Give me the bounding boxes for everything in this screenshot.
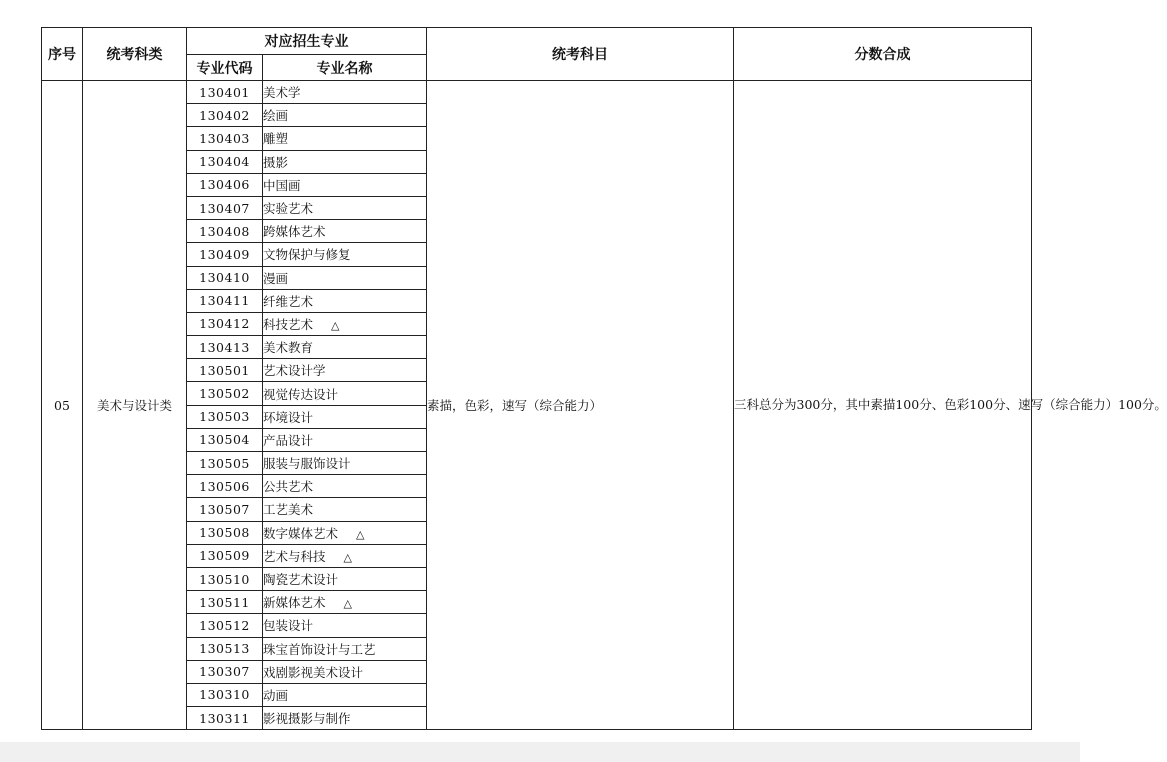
major-name-cell xyxy=(263,173,427,196)
score-cell xyxy=(734,81,1167,730)
major-code-cell: 130501 xyxy=(187,359,263,382)
major-code-cell: 130504 xyxy=(187,428,263,451)
category-cell: 美术与设计类 xyxy=(83,81,187,730)
major-name-cell xyxy=(263,127,427,150)
major-code-cell: 130412 xyxy=(187,312,263,335)
major-name-text: 陶瓷艺术设计 xyxy=(263,572,339,588)
major-code-cell: 130403 xyxy=(187,127,263,150)
major-code-cell: 130503 xyxy=(187,405,263,428)
major-name-cell xyxy=(263,591,427,614)
major-name-text: 艺术与科技 xyxy=(263,548,326,564)
major-name-cell xyxy=(263,614,427,637)
major-code-cell: 130511 xyxy=(187,591,263,614)
major-name-text: 数字媒体艺术 xyxy=(263,525,339,541)
major-name-cell xyxy=(263,405,427,428)
major-name-text: 影视摄影与制作 xyxy=(263,711,351,727)
subjects-cell: 素描，色彩，速写（综合能力） xyxy=(427,81,734,730)
major-name-cell xyxy=(263,683,427,706)
major-name-cell xyxy=(263,660,427,683)
major-name-cell xyxy=(263,707,427,730)
major-name-cell xyxy=(263,289,427,312)
major-code-cell: 130401 xyxy=(187,81,263,104)
major-code-cell: 130510 xyxy=(187,567,263,590)
major-name-cell xyxy=(263,382,427,405)
major-name-cell xyxy=(263,220,427,243)
major-name-text: 珠宝首饰设计与工艺 xyxy=(263,641,376,657)
major-name-cell xyxy=(263,336,427,359)
major-name-text: 服装与服饰设计 xyxy=(263,456,351,472)
major-name-text: 环境设计 xyxy=(263,409,314,425)
seq-cell: 05 xyxy=(42,81,83,730)
major-name-text: 实验艺术 xyxy=(263,201,314,217)
major-name-text: 戏剧影视美术设计 xyxy=(263,664,364,680)
major-code-cell: 130413 xyxy=(187,336,263,359)
header-major-group: 对应招生专业 xyxy=(187,28,427,55)
major-code-cell: 130411 xyxy=(187,289,263,312)
header-subjects: 统考科目 xyxy=(427,28,734,81)
major-name-text: 包装设计 xyxy=(263,618,314,634)
major-name-cell xyxy=(263,428,427,451)
major-name-text: 中国画 xyxy=(263,177,301,193)
major-name-text: 雕塑 xyxy=(263,131,289,147)
major-name-text: 新媒体艺术 xyxy=(263,595,326,611)
major-code-cell: 130509 xyxy=(187,544,263,567)
major-name-cell xyxy=(263,196,427,219)
major-name-text: 公共艺术 xyxy=(263,479,314,495)
major-name-cell xyxy=(263,243,427,266)
major-code-cell: 130307 xyxy=(187,660,263,683)
major-name-cell xyxy=(263,637,427,660)
header-seq: 序号 xyxy=(42,28,83,81)
major-code-cell: 130505 xyxy=(187,452,263,475)
triangle-mark-icon: △ xyxy=(343,597,352,611)
major-name-text: 科技艺术 xyxy=(263,316,314,332)
triangle-mark-icon: △ xyxy=(331,318,340,332)
major-code-cell: 130409 xyxy=(187,243,263,266)
header-category: 统考科类 xyxy=(83,28,187,81)
major-code-cell: 130310 xyxy=(187,683,263,706)
major-code-cell: 130404 xyxy=(187,150,263,173)
major-name-text: 动画 xyxy=(263,687,289,703)
major-name-text: 艺术设计学 xyxy=(263,363,326,379)
major-code-cell: 130406 xyxy=(187,173,263,196)
major-code-cell: 130407 xyxy=(187,196,263,219)
major-name-text: 摄影 xyxy=(263,154,289,170)
major-name-text: 绘画 xyxy=(263,108,289,124)
major-name-text: 漫画 xyxy=(263,270,289,286)
header-major-name: 专业名称 xyxy=(263,55,427,81)
major-name-cell xyxy=(263,475,427,498)
major-code-cell: 130513 xyxy=(187,637,263,660)
major-name-text: 视觉传达设计 xyxy=(263,386,339,402)
major-name-cell xyxy=(263,266,427,289)
major-code-cell: 130512 xyxy=(187,614,263,637)
major-code-cell: 130408 xyxy=(187,220,263,243)
major-code-cell: 130506 xyxy=(187,475,263,498)
major-name-cell xyxy=(263,567,427,590)
major-name-cell xyxy=(263,150,427,173)
major-code-cell: 130311 xyxy=(187,707,263,730)
major-name-text: 美术教育 xyxy=(263,340,314,356)
major-code-cell: 130410 xyxy=(187,266,263,289)
major-name-text: 工艺美术 xyxy=(263,502,314,518)
major-name-text: 产品设计 xyxy=(263,432,314,448)
major-name-text: 美术学 xyxy=(263,85,301,101)
major-name-text: 跨媒体艺术 xyxy=(263,224,326,240)
major-name-cell xyxy=(263,452,427,475)
table-row xyxy=(42,81,1032,104)
major-name-cell xyxy=(263,81,427,104)
major-code-cell: 130507 xyxy=(187,498,263,521)
header-score: 分数合成 xyxy=(734,28,1032,81)
major-name-cell xyxy=(263,521,427,544)
major-code-cell: 130502 xyxy=(187,382,263,405)
triangle-mark-icon: △ xyxy=(356,527,365,541)
major-code-cell: 130402 xyxy=(187,104,263,127)
major-name-text: 纤维艺术 xyxy=(263,293,314,309)
major-table-body xyxy=(42,81,1167,730)
major-code-cell: 130508 xyxy=(187,521,263,544)
header-major-code: 专业代码 xyxy=(187,55,263,81)
major-name-cell xyxy=(263,498,427,521)
major-name-text: 文物保护与修复 xyxy=(263,247,351,263)
major-name-cell xyxy=(263,104,427,127)
major-name-cell xyxy=(263,312,427,335)
admission-table xyxy=(41,27,1167,730)
major-name-cell xyxy=(263,359,427,382)
major-name-cell xyxy=(263,544,427,567)
bottom-strip xyxy=(0,742,1080,762)
score-text: 三科总分为300分，其中素描100分、色彩100分、速写（综合能力）100分。 xyxy=(734,397,1167,413)
triangle-mark-icon: △ xyxy=(343,550,352,564)
